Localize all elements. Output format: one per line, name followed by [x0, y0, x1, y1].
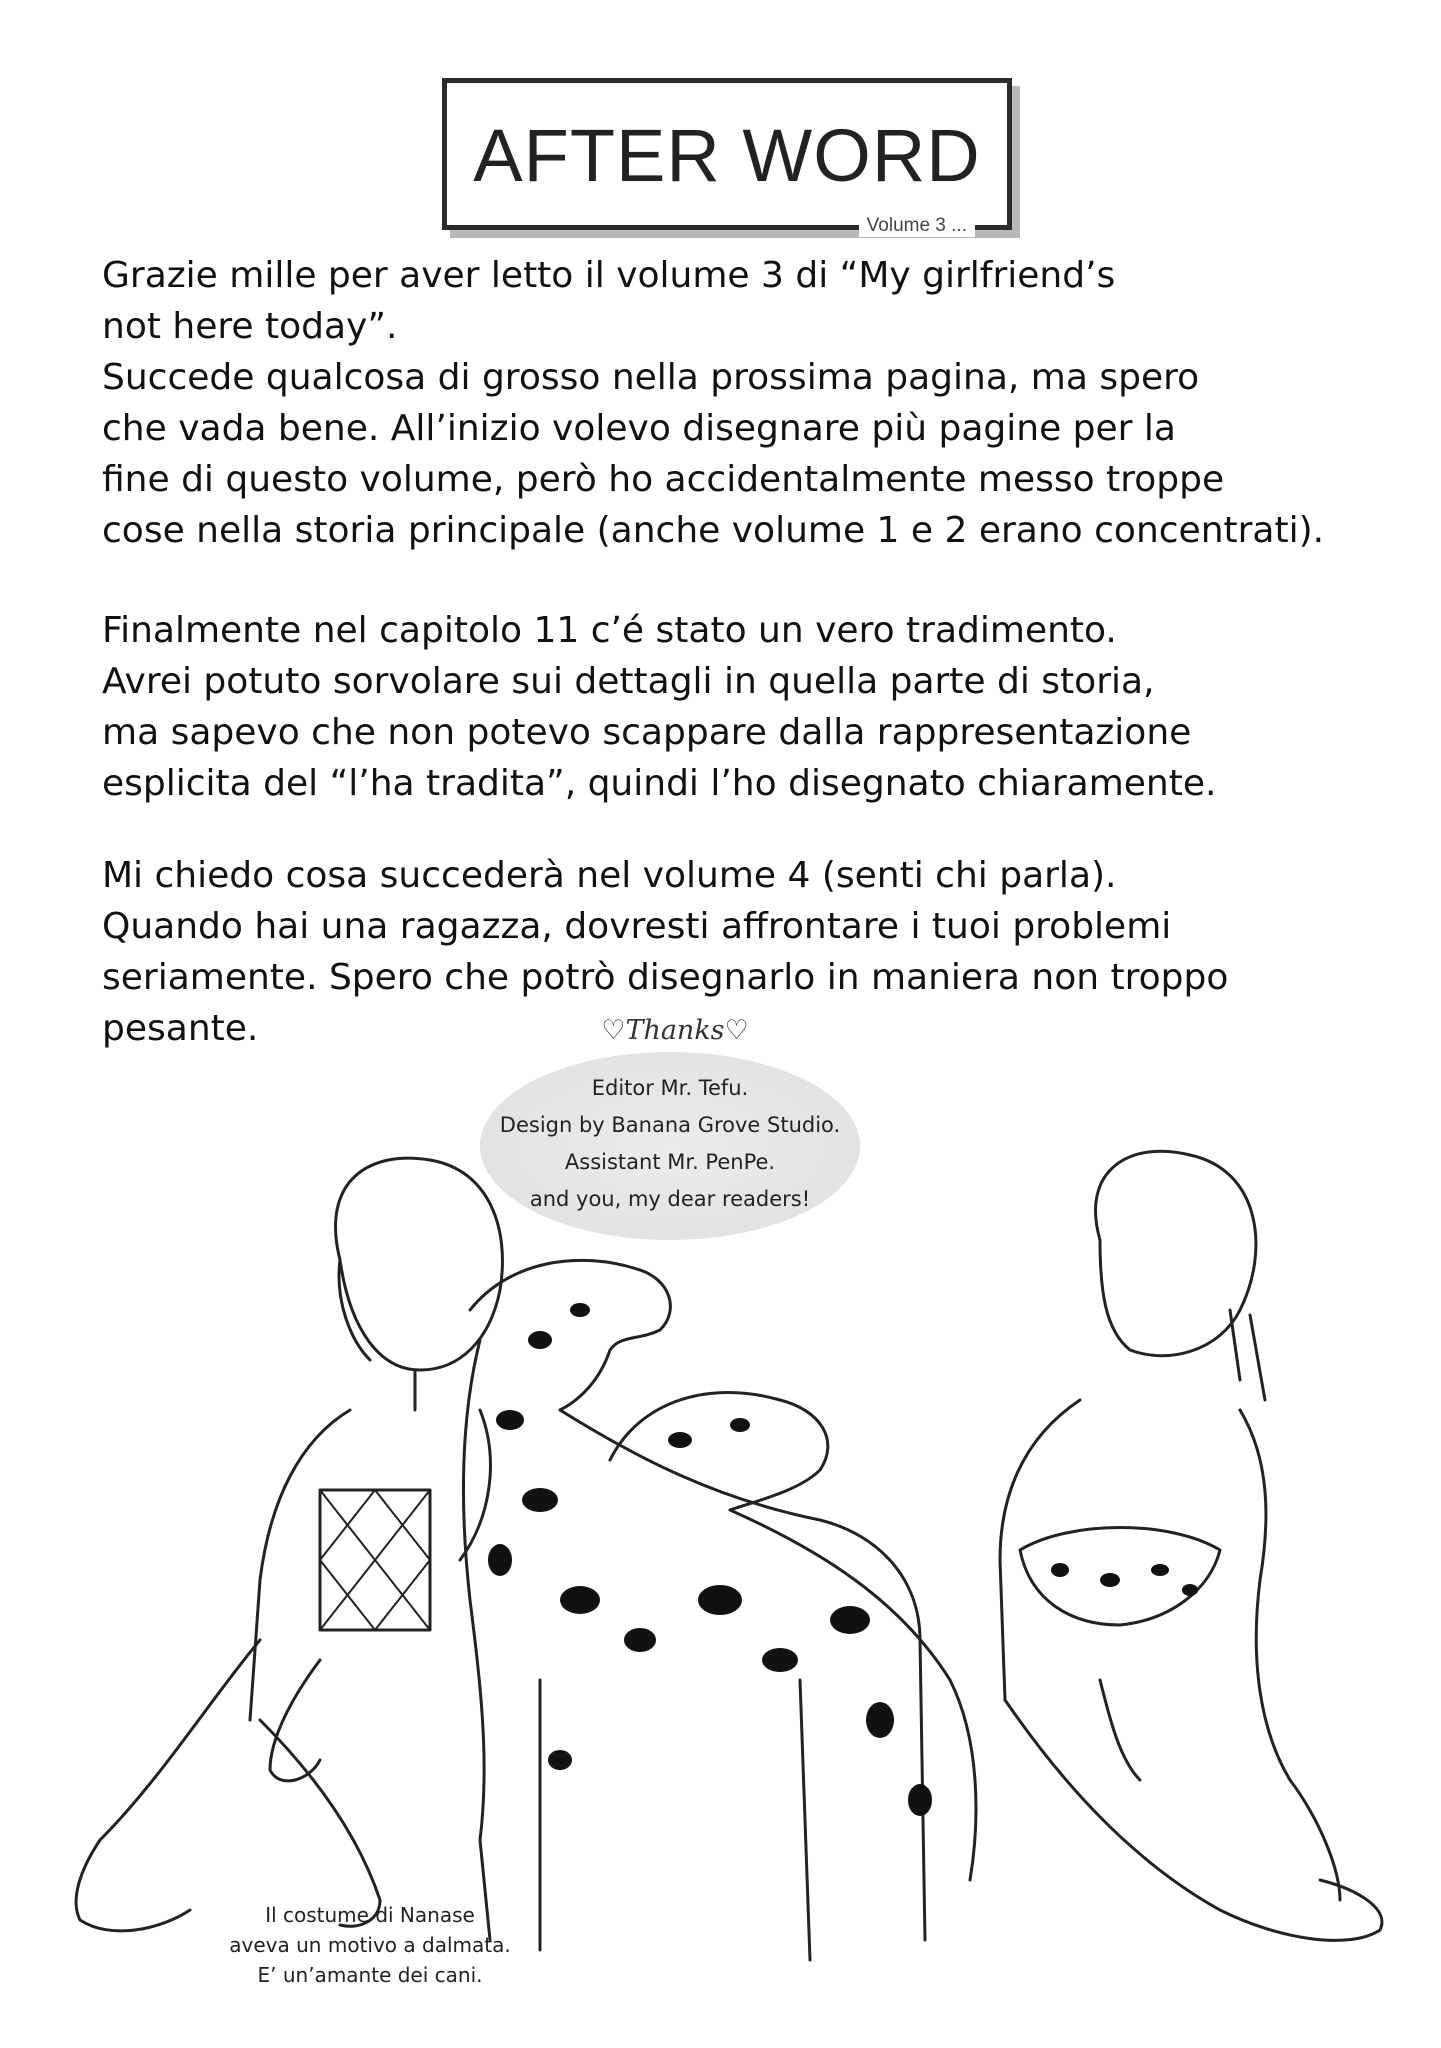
text-line: Succede qualcosa di grosso nella prossima pagina, ma spero — [102, 357, 1200, 398]
right-woman-figure — [1000, 1151, 1382, 1940]
text-line: cose nella storia principale (anche volume 1 e 2 erano concentrati). — [102, 510, 1325, 551]
credits-list — [480, 1070, 860, 1218]
caption-line: aveva un motivo a dalmata. — [229, 1933, 511, 1957]
credit-line: Assistant Mr. PenPe. — [564, 1150, 776, 1174]
illustration-caption — [205, 1900, 535, 1990]
text-line: Finalmente nel capitolo 11 c’é stato un vero tradimento. — [102, 610, 1117, 651]
text-line: Quando hai una ragazza, dovresti affrontare i tuoi problemi — [102, 906, 1172, 947]
text-line: fine di questo volume, però ho accidentalmente messo troppe — [102, 459, 1225, 500]
text-line: not here today”. — [102, 306, 398, 347]
credit-line: Design by Banana Grove Studio. — [499, 1113, 841, 1137]
text-line: Mi chiedo cosa succederà nel volume 4 (senti chi parla). — [102, 855, 1117, 896]
afterword-paragraph-1 — [102, 250, 1412, 556]
caption-line: Il costume di Nanase — [265, 1903, 475, 1927]
text-line: Grazie mille per aver letto il volume 3 di “My girlfriend’s — [102, 255, 1116, 296]
afterword-title-frame — [442, 78, 1012, 236]
left-woman-figure — [76, 1158, 502, 1931]
afterword-title: AFTER WORD — [473, 114, 981, 197]
credit-line: and you, my dear readers! — [529, 1187, 811, 1211]
credits-bubble — [480, 1052, 860, 1240]
dalmatian-pattern-top — [1020, 1528, 1220, 1626]
thanks-heading: ♡Thanks♡ — [601, 1015, 749, 1046]
text-line: esplicita del “l’ha tradita”, quindi l’ho disegnato chiaramente. — [102, 763, 1217, 804]
text-line: ma sapevo che non potevo scappare dalla rappresentazione — [102, 712, 1192, 753]
caption-line: E’ un’amante dei cani. — [257, 1963, 483, 1987]
credit-line: Editor Mr. Tefu. — [591, 1076, 749, 1100]
text-line: che vada bene. All’inizio volevo disegnare più pagine per la — [102, 408, 1176, 449]
volume-label: Volume 3 ... — [859, 215, 975, 237]
text-line: seriamente. Spero che potrò disegnarlo in maniera non troppo — [102, 957, 1229, 998]
afterword-paragraph-2 — [102, 605, 1412, 809]
text-line: Avrei potuto sorvolare sui dettagli in quella parte di storia, — [102, 661, 1155, 702]
text-line: pesante. — [102, 1008, 259, 1049]
